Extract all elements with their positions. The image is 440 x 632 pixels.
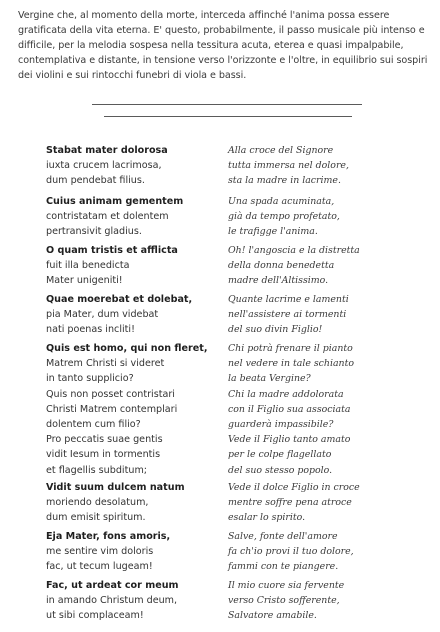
italian-line: Vede il dolce Figlio in croce [228, 482, 360, 493]
italian-line: esalar lo spirito. [228, 512, 306, 524]
italian-line: Alla croce del Signore [228, 145, 334, 156]
italian-line: verso Cristo sofferente, [228, 595, 340, 607]
latin-line: moriendo desolatum, [46, 497, 149, 509]
italian-line: Salve, fonte dell'amore [228, 531, 338, 542]
italian-line: sta la madre in lacrime. [228, 175, 341, 187]
latin-line: dum emisit spiritum. [46, 512, 146, 524]
italian-translation [228, 578, 438, 624]
italian-line: Salvatore amabile. [228, 610, 317, 622]
latin-verse [46, 143, 226, 189]
italian-line: le trafigge l'anima. [228, 226, 318, 238]
latin-line: dolentem cum filio? [46, 419, 141, 431]
latin-verse [46, 243, 226, 289]
italian-line: del suo divin Figlio! [228, 324, 323, 336]
latin-line: fuit illa benedicta [46, 260, 130, 272]
italian-line: Chi la madre addolorata [228, 388, 344, 400]
latin-line: pia Mater, dum videbat [46, 309, 159, 321]
italian-line: Il mio cuore sia fervente [228, 580, 345, 591]
latin-line: vidit Iesum in tormentis [46, 449, 161, 461]
latin-first-line: Fac, ut ardeat cor meum [46, 580, 179, 591]
latin-line: Mater unigeniti! [46, 275, 123, 287]
latin-first-line: Cuius animam gementem [46, 196, 184, 207]
italian-translation [228, 292, 438, 338]
latin-verse [46, 194, 226, 240]
latin-line: Christi Matrem contemplari [46, 403, 178, 415]
italian-line: con il Figlio sua associata [228, 403, 351, 415]
italian-line: già da tempo profetato, [228, 211, 340, 223]
italian-translation [228, 194, 438, 240]
italian-translation [228, 243, 438, 289]
latin-line: Matrem Christi si videret [46, 358, 165, 370]
italian-translation [228, 143, 438, 189]
latin-line: me sentire vim doloris [46, 546, 154, 558]
latin-verse [46, 341, 226, 478]
italian-line: Vede il Figlio tanto amato [228, 434, 351, 446]
latin-line: pertransivit gladius. [46, 226, 142, 238]
latin-line: Pro peccatis suae gentis [46, 434, 163, 446]
italian-line: tutta immersa nel dolore, [228, 160, 349, 172]
latin-line: et flagellis subditum; [46, 464, 148, 476]
latin-first-line: O quam tristis et afflicta [46, 245, 178, 256]
italian-line: madre dell'Altissimo. [228, 275, 329, 287]
latin-verse [46, 480, 226, 526]
italian-line: per le colpe flagellato [228, 449, 332, 461]
latin-first-line: Quis est homo, qui non fleret, [46, 343, 208, 354]
divider-rule [104, 116, 352, 117]
italian-line: Oh! l'angoscia e la distretta [228, 245, 360, 256]
latin-verse [46, 292, 226, 338]
latin-line: iuxta crucem lacrimosa, [46, 160, 162, 172]
latin-line: in tanto supplicio? [46, 373, 134, 385]
italian-translation [228, 341, 438, 478]
latin-verse [46, 578, 226, 624]
italian-line: fammi con te piangere. [228, 561, 339, 573]
italian-line: nell'assistere ai tormenti [228, 309, 347, 321]
italian-line: guarderà impassibile? [228, 419, 334, 431]
latin-line: fac, ut tecum lugeam! [46, 561, 153, 573]
italian-line: mentre soffre pena atroce [228, 497, 352, 509]
italian-line: del suo stesso popolo. [228, 464, 333, 476]
latin-first-line: Eja Mater, fons amoris, [46, 531, 171, 542]
italian-line: Quante lacrime e lamenti [228, 294, 349, 305]
divider-rule [92, 104, 362, 105]
italian-line: Una spada acuminata, [228, 196, 335, 207]
latin-line: nati poenas incliti! [46, 324, 135, 336]
italian-line: Chi potrà frenare il pianto [228, 343, 353, 354]
italian-line: della donna benedetta [228, 260, 335, 272]
italian-line: nel vedere in tale schianto [228, 358, 355, 370]
latin-line: contristatam et dolentem [46, 211, 169, 223]
latin-line: in amando Christum deum, [46, 595, 178, 607]
italian-translation [228, 480, 438, 526]
latin-first-line: Vidit suum dulcem natum [46, 482, 185, 493]
italian-translation [228, 529, 438, 575]
latin-line: Quis non posset contristari [46, 388, 175, 400]
latin-line: ut sibi complaceam! [46, 610, 144, 622]
latin-first-line: Stabat mater dolorosa [46, 145, 168, 156]
italian-line: la beata Vergine? [228, 373, 311, 385]
latin-first-line: Quae moerebat et dolebat, [46, 294, 193, 305]
italian-line: fa ch'io provi il tuo dolore, [228, 546, 354, 558]
intro-paragraph: Vergine che, al momento della morte, interceda affinché l'anima possa essere gratificata della vita eterna. E' questo, probabilmente, il passo musicale più intenso e difficile, per la melodia sospesa nella tessitura acuta, eterea e quasi impalpabile, contemplativa e distante, in tensione verso l'orizzonte e l'oltre, in equilibrio sui sospiri dei violini e sui rintocchi funebri di viola e bassi. [18, 10, 428, 81]
latin-line: dum pendebat filius. [46, 175, 145, 187]
latin-verse [46, 529, 226, 575]
